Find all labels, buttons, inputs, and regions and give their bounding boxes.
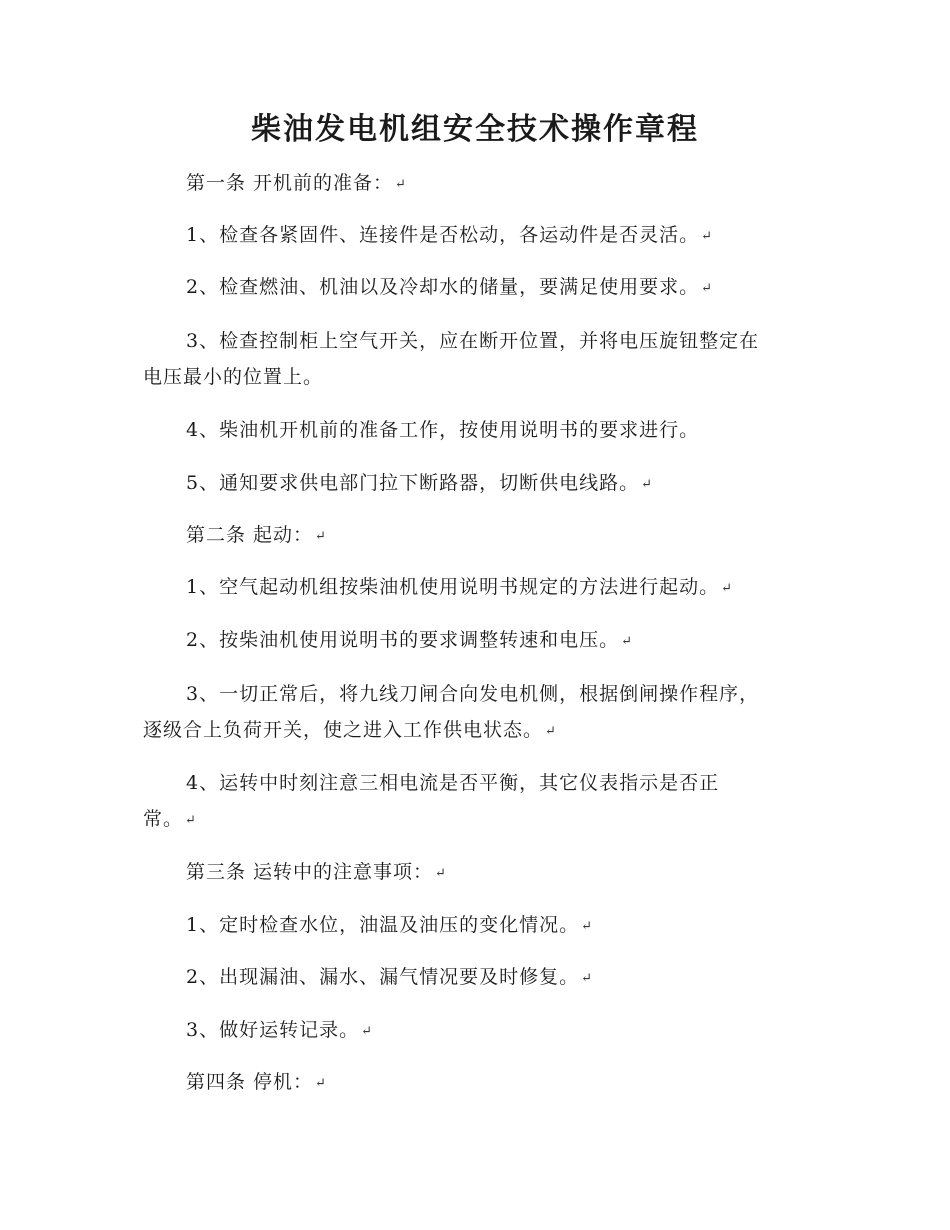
list-item [186, 417, 699, 443]
paragraph-mark-icon: ↵ [185, 813, 195, 828]
list-item [186, 770, 719, 796]
paragraph-mark-icon: ↵ [315, 529, 325, 544]
line-text: 电压最小的位置上。 [143, 366, 324, 388]
paragraph-mark-icon: ↵ [395, 177, 405, 192]
line-text: 1、空气起动机组按柴油机使用说明书规定的方法进行起动。 [186, 576, 720, 598]
paragraph-mark-icon: ↵ [701, 229, 711, 244]
list-item [186, 328, 759, 354]
section-heading-3 [186, 859, 445, 887]
line-text: 逐级合上负荷开关，使之进入工作供电状态。 [143, 719, 544, 741]
line-text: 2、按柴油机使用说明书的要求调整转速和电压。 [186, 629, 620, 651]
paragraph-mark-icon: ↵ [641, 477, 651, 492]
list-item-continuation [143, 717, 555, 745]
section-heading-2 [186, 522, 325, 550]
paragraph-mark-icon: ↵ [701, 281, 711, 296]
list-item [186, 912, 591, 940]
list-item [186, 470, 651, 498]
line-text: 2、出现漏油、漏水、漏气情况要及时修复。 [186, 966, 580, 988]
document-title: 柴油发电机组安全技术操作章程 [251, 112, 699, 147]
line-text: 4、柴油机开机前的准备工作，按使用说明书的要求进行。 [186, 419, 700, 441]
list-item-continuation [143, 364, 323, 390]
list-item [186, 274, 711, 302]
list-item [186, 1017, 371, 1045]
line-text: 3、一切正常后，将九线刀闸合向发电机侧，根据倒闸操作程序， [186, 683, 760, 705]
paragraph-mark-icon: ↵ [621, 634, 631, 649]
list-item [186, 681, 759, 707]
section-heading-1 [186, 170, 405, 198]
paragraph-mark-icon: ↵ [435, 866, 445, 881]
list-item [186, 574, 731, 602]
line-text: 第四条 停机： [186, 1071, 314, 1093]
line-text: 1、定时检查水位，油温及油压的变化情况。 [186, 914, 580, 936]
paragraph-mark-icon: ↵ [581, 919, 591, 934]
paragraph-mark-icon: ↵ [315, 1076, 325, 1091]
paragraph-mark-icon: ↵ [545, 724, 555, 739]
list-item [186, 222, 711, 250]
paragraph-mark-icon: ↵ [581, 971, 591, 986]
paragraph-mark-icon: ↵ [721, 581, 731, 596]
line-text: 2、检查燃油、机油以及冷却水的储量，要满足使用要求。 [186, 276, 700, 298]
line-text: 第三条 运转中的注意事项： [186, 861, 434, 883]
list-item [186, 964, 591, 992]
line-text: 5、通知要求供电部门拉下断路器，切断供电线路。 [186, 472, 640, 494]
line-text: 第一条 开机前的准备： [186, 172, 394, 194]
line-text: 1、检查各紧固件、连接件是否松动，各运动件是否灵活。 [186, 224, 700, 246]
section-heading-4 [186, 1069, 325, 1097]
line-text: 常。 [143, 808, 184, 830]
line-text: 3、检查控制柜上空气开关，应在断开位置，并将电压旋钮整定在 [186, 330, 760, 352]
paragraph-mark-icon: ↵ [361, 1024, 371, 1039]
list-item [186, 627, 631, 655]
line-text: 3、做好运转记录。 [186, 1019, 360, 1041]
list-item-continuation [143, 806, 195, 834]
line-text: 第二条 起动： [186, 524, 314, 546]
line-text: 4、运转中时刻注意三相电流是否平衡，其它仪表指示是否正 [186, 772, 720, 794]
